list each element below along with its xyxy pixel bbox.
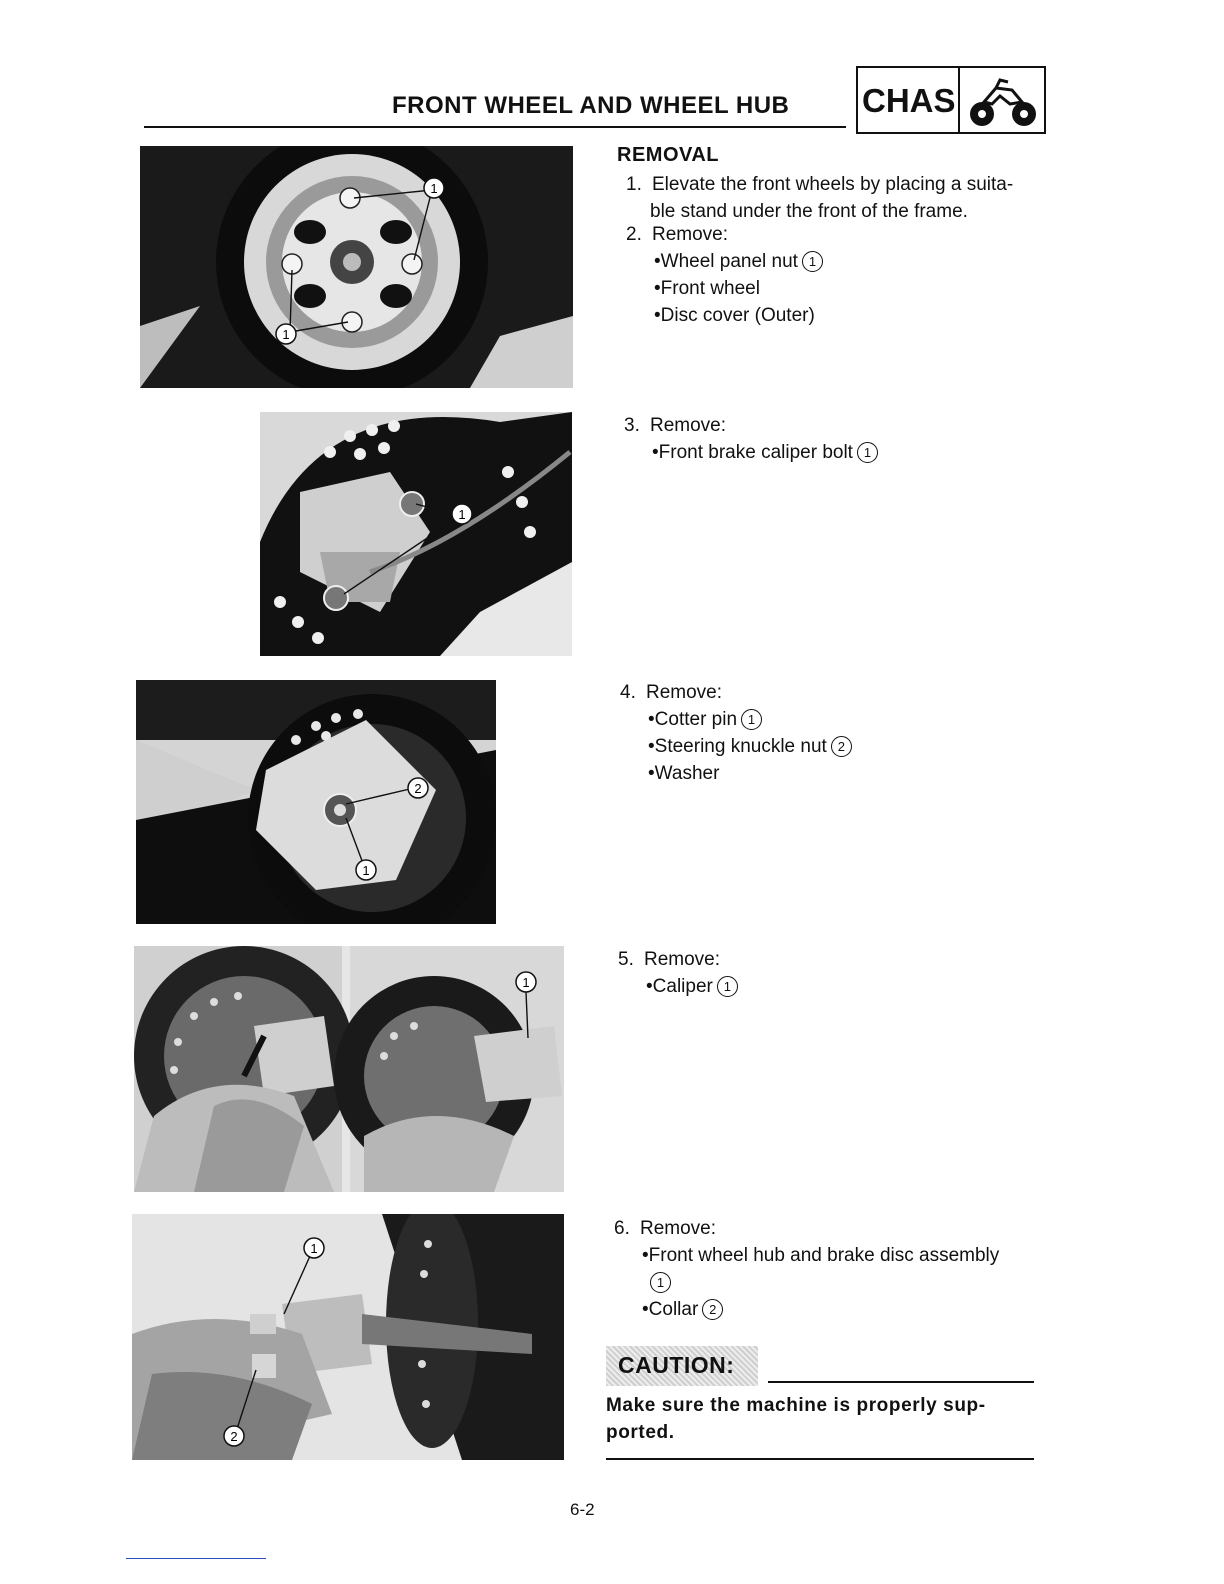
photo-caliper-removal [134, 946, 564, 1192]
caution-rule [606, 1458, 1034, 1460]
step-line: Remove: [650, 415, 727, 436]
callout-2: 2 [414, 781, 422, 796]
photo-caliper-bolt [260, 412, 572, 656]
list-item: •Disc cover (Outer) [654, 305, 815, 326]
atv-icon [966, 74, 1042, 130]
step-number: 2. [626, 224, 642, 245]
callout-2: 2 [230, 1429, 238, 1444]
ref-number: 1 [802, 251, 823, 272]
photo-knuckle-nut [136, 680, 496, 924]
callout-1: 1 [310, 1241, 318, 1256]
step-4 [620, 679, 852, 787]
badge-label: CHAS [862, 82, 956, 119]
step-6 [614, 1215, 999, 1323]
caution-label: CAUTION: [618, 1352, 735, 1378]
step-number: 4. [620, 682, 636, 703]
list-item [614, 1269, 999, 1296]
section-badge [856, 66, 1046, 134]
section-title: REMOVAL [617, 144, 720, 166]
callout-1: 1 [522, 975, 530, 990]
callout-1: 1 [430, 181, 438, 196]
list-item: •Front brake caliper bolt 1 [624, 439, 878, 466]
list-item: •Wheel panel nut 1 [626, 248, 823, 275]
step-number: 6. [614, 1218, 630, 1239]
step-number: 5. [618, 949, 634, 970]
callout-1: 1 [362, 863, 370, 878]
list-item: •Collar 2 [614, 1296, 999, 1323]
list-item: •Cotter pin 1 [620, 706, 852, 733]
step-line: Elevate the front wheels by placing a suita- [652, 174, 1014, 195]
callout-1: 1 [282, 327, 290, 342]
step-line: Remove: [640, 1218, 717, 1239]
step-number: 1. [626, 174, 642, 195]
step-5 [618, 946, 738, 1000]
ref-number: 2 [702, 1299, 723, 1320]
photo-hub-disc [132, 1214, 564, 1460]
step-line: Remove: [644, 949, 721, 970]
header-rule [144, 126, 846, 128]
page-title: FRONT WHEEL AND WHEEL HUB [392, 92, 790, 119]
step-number: 3. [624, 415, 640, 436]
caution-rule [768, 1381, 1034, 1383]
step-3 [624, 412, 878, 466]
badge-divider [958, 68, 960, 134]
step-line: ble stand under the front of the frame. [650, 201, 968, 222]
step-line: Remove: [646, 682, 723, 703]
photo-wheel-panel [140, 146, 573, 388]
list-item: •Washer [648, 763, 720, 784]
ref-number: 1 [857, 442, 878, 463]
callout-1: 1 [458, 507, 466, 522]
footer-underline [126, 1558, 266, 1559]
ref-number: 1 [717, 976, 738, 997]
step-1 [626, 171, 1013, 225]
caution-text: Make sure the machine is properly sup- ported. [606, 1395, 986, 1443]
list-item: •Steering knuckle nut 2 [620, 733, 852, 760]
page-number: 6-2 [570, 1500, 595, 1519]
list-item: •Caliper 1 [618, 973, 738, 1000]
ref-number: 1 [741, 709, 762, 730]
step-2 [626, 221, 823, 329]
list-item: •Front wheel hub and brake disc assembly [642, 1245, 1000, 1266]
ref-number: 2 [831, 736, 852, 757]
list-item: •Front wheel [654, 278, 760, 299]
step-line: Remove: [652, 224, 729, 245]
ref-number: 1 [650, 1272, 671, 1293]
